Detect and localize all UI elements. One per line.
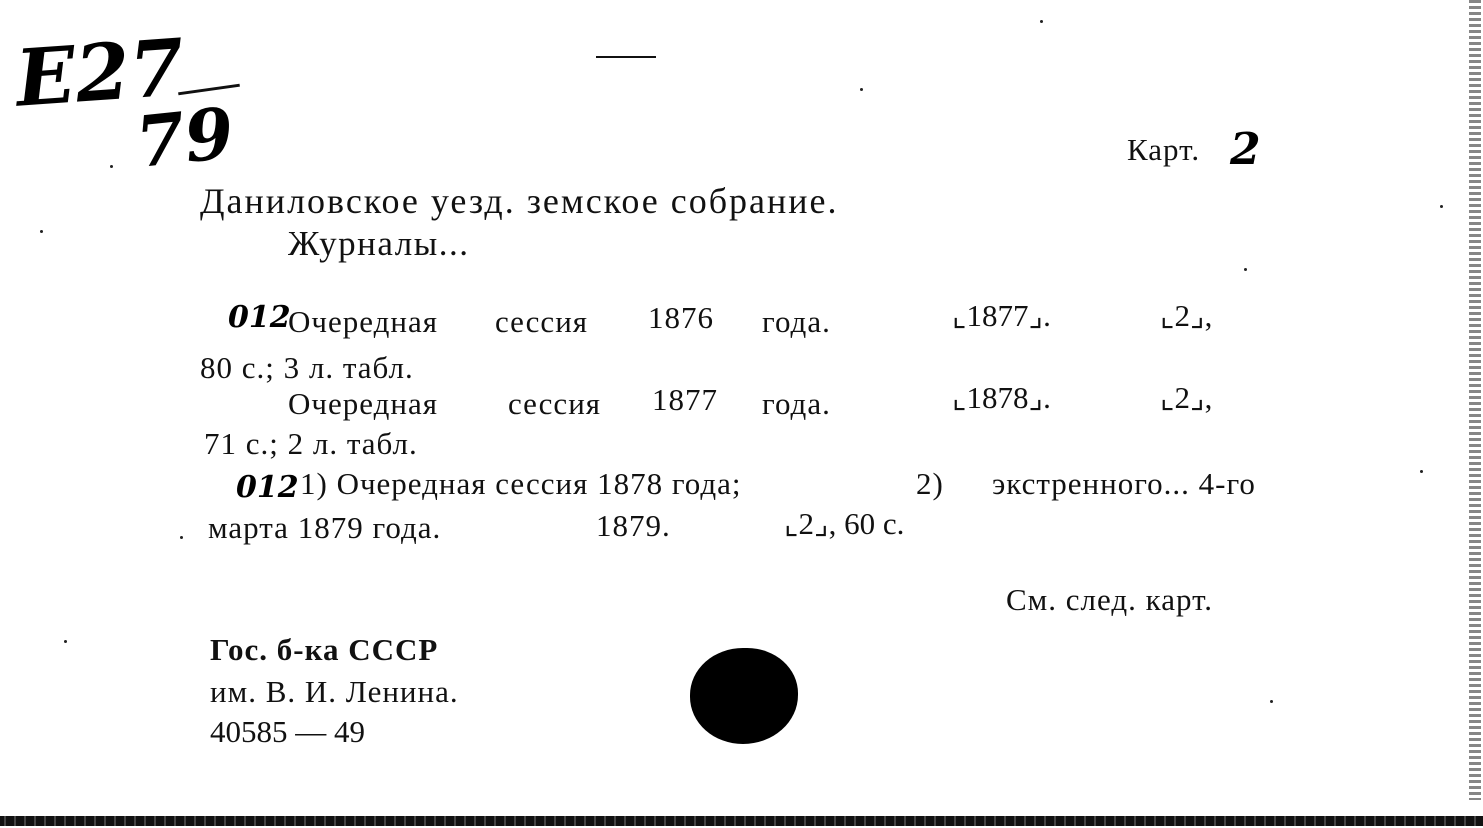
card-number-label: Карт.	[1127, 132, 1201, 167]
library-dedication: им. В. И. Ленина.	[210, 674, 459, 709]
speck	[180, 536, 183, 539]
entry-1-word-2: сессия	[495, 304, 589, 339]
speck	[1270, 700, 1273, 703]
library-code: 40585 — 49	[210, 714, 365, 749]
entry-1-pubyear: ⌞1877⌟.	[952, 298, 1051, 333]
card-number-value: 2	[1230, 124, 1261, 175]
entry-3-date: марта 1879 года.	[208, 510, 442, 545]
bottom-scan-edge	[0, 816, 1483, 826]
entry-2-volumes: ⌞2⌟,	[1160, 380, 1213, 415]
scan-mark	[596, 56, 656, 58]
speck	[40, 230, 43, 233]
speck	[64, 640, 67, 643]
title: Журналы...	[288, 224, 470, 263]
entry-3-pubyear: 1879.	[596, 508, 671, 543]
entry-2-word-3: года.	[762, 386, 831, 421]
entry-1-year: 1876	[648, 300, 714, 335]
speck	[1420, 470, 1423, 473]
right-scan-edge	[1469, 0, 1481, 800]
see-next-card: См. след. карт.	[1006, 582, 1214, 617]
shelfmark-bottom: 79	[131, 91, 238, 184]
entry-3-volumes: ⌞2⌟, 60 с.	[784, 506, 905, 541]
entry-3-part-1: 1) Очередная сессия 1878 года;	[300, 466, 742, 501]
shelfmark-top: E27	[13, 22, 187, 125]
entry-3-part-2: 2)	[916, 466, 944, 501]
speck	[860, 88, 863, 91]
entry-1-mark: 012	[228, 300, 291, 335]
speck	[1040, 20, 1043, 23]
punch-hole	[690, 648, 798, 744]
library-name: Гос. б-ка СССР	[210, 632, 439, 667]
author-heading: Даниловское уезд. земское собрание.	[200, 181, 839, 221]
entry-2-word-2: сессия	[508, 386, 602, 421]
speck	[1440, 205, 1443, 208]
entry-3-mark: 012	[236, 470, 299, 505]
speck	[110, 165, 113, 168]
speck	[1244, 268, 1247, 271]
entry-2-word-1: Очередная	[288, 386, 438, 421]
entry-2-pubyear: ⌞1878⌟.	[952, 380, 1051, 415]
entry-3-part-3: экстренного... 4-го	[992, 466, 1256, 501]
entry-1-word-1: Очередная	[288, 304, 438, 339]
entry-1-volumes: ⌞2⌟,	[1160, 298, 1213, 333]
entry-2-pages: 71 с.; 2 л. табл.	[204, 426, 418, 461]
entry-1-word-3: года.	[762, 304, 831, 339]
entry-2-year: 1877	[652, 382, 718, 417]
entry-1-pages: 80 с.; 3 л. табл.	[200, 350, 414, 385]
